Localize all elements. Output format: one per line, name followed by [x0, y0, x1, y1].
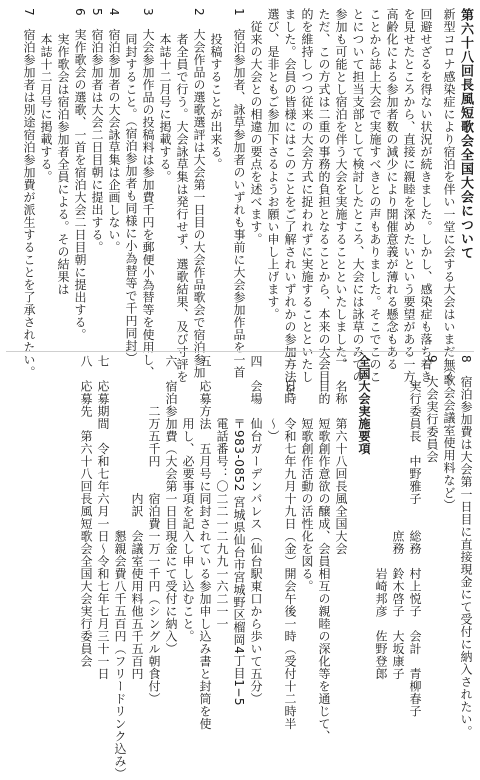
guideline-line: 8 宿泊参加費は大会第一日目に直接現金にて受付に納入されたい。: [459, 355, 473, 739]
body-line: を見せたところから、直接に親睦を深めたいという要望がある一方、: [402, 8, 416, 396]
guideline-line: 電話番号：〇二二一二九九一六二一一: [215, 355, 229, 630]
guideline-line: 用し、必要事項を記入し申し込むこと。: [181, 355, 195, 643]
list-item: 5 宿泊参加者は大会二日目朝に提出する。: [90, 8, 104, 254]
guidelines-section: [6, 355, 474, 780]
list-item: 本誌十二月号に掲載する。: [158, 8, 172, 183]
list-item: 者全員で行う。大会詠草集は発行せず、選歌結果、及び寸評を: [175, 8, 189, 383]
guideline-line: 岩崎邦彦 佐野登郎: [374, 355, 388, 680]
guideline-line: 一 名称 第六十八回長風全国大会: [334, 355, 348, 555]
guideline-line: 二万五千円 宿泊費一万一千円（シングル朝食付）: [147, 355, 161, 705]
list-item: 1 宿泊参加者、詠草参加者のいずれも事前に大会参加作品を一首: [232, 8, 246, 379]
body-line: 回避せざるを得ない状況が続きました。しかし、感染症も落ち着き: [419, 8, 433, 383]
list-item: 3 大会参加作品の投稿料は参加費千円を郵便小為替等を使用し、: [141, 8, 155, 379]
body-line: 新型コロナ感染症により宿泊を伴い一堂に会する大会はいまだ無く: [442, 8, 456, 383]
announcement-title: 第六十八回長風短歌会全国大会について: [458, 8, 473, 260]
list-item: 実作歌会は宿泊参加者全員による。その結果は: [56, 8, 70, 296]
body-line: とについて担当支部として検討したところ、大会には詠草のみでの: [351, 8, 365, 383]
guideline-line: 五 応募方法 五月号に同封されている参加申し込み書と封筒を使: [198, 355, 212, 730]
guideline-line: 9 大会実行委員会: [425, 355, 439, 464]
body-line: 選び、是非ともご参加下さるようお願い申し上げます。: [266, 8, 280, 321]
announcement-section: [6, 8, 474, 396]
guideline-line: 短歌創作活動の活性化を図る。: [300, 355, 314, 593]
guideline-line: 八 応募先 第六十八回長風短歌会全国大会実行委員会: [79, 355, 93, 668]
guidelines-text: [77, 355, 474, 780]
guideline-line: （歌会会議室使用料など）: [442, 355, 456, 512]
body-line: ことから誌上大会で実施すべきとの声もありました。そこでこのこ: [368, 8, 382, 383]
guidelines-heading: 全国大会実施要項: [357, 355, 371, 455]
guideline-line: 庶務 鈴木啓子 大坂康子: [391, 355, 405, 680]
list-item: 投稿することが出来る。: [209, 8, 223, 171]
body-line: 従来の大会との相違の要点を述べます。: [249, 8, 263, 246]
announcement-text: [20, 8, 474, 396]
body-line: ました。会員の皆様にはこのことをご了解されいずれかの参加方法を: [283, 8, 297, 396]
guideline-line: 〒983-0852 宮城県仙台市宮城野区榴岡4丁目1−5: [232, 355, 246, 707]
body-line: 参加も可能とし宿泊を伴う大会を実施することといたしました。: [334, 8, 348, 371]
body-line: ただ、この方式は二重の事務的負担となることから、本来の大会目: [317, 8, 331, 383]
list-item: 6 実作歌会の選歌、一首を宿泊大会二日目朝に提出する。: [73, 8, 87, 342]
guideline-line: 懇親会費八千五百円（フリードリンク込み）: [113, 355, 127, 780]
section-divider: [6, 351, 474, 352]
body-line: 高齢化による参加者数の減少により開催意義が薄れる懸念もある: [385, 8, 399, 371]
guideline-line: 四 会場 仙台ガーデンパレス（仙台駅東口から歩いて五分）: [249, 355, 263, 705]
body-line: 的を維持しつつ従来の大会方式に捉われずに実施することといたし: [300, 8, 314, 383]
guideline-line: 実行委員長 中野雅子 総務 村上悦子 会計 青柳春子: [408, 355, 422, 718]
list-item: 本誌十二月号に掲載する。: [39, 8, 53, 183]
list-item: 4 宿泊参加者の大会詠草集は企画しない。: [107, 8, 121, 254]
guideline-line: 二 目的 短歌創作意欲の醸成、会員相互の親睦の深化等を通じて、: [317, 355, 331, 743]
list-item: 同封すること。（宿泊参加者も同様に小為替等で千円同封）: [124, 8, 138, 365]
list-item: 7 宿泊参加者は別途宿泊参加費が派生することを了承されたい。: [22, 8, 36, 379]
guideline-line: 七 応募期間 令和七年六月一日〜令和七年七月三十一日: [96, 355, 110, 680]
guideline-line: 〜）: [266, 355, 280, 443]
list-item: 2 大会作品の選歌選評は大会第一日目の大会作品歌会で宿泊参加: [192, 8, 206, 379]
guideline-line: 内訳 会議室使用料他五千五百円: [130, 355, 144, 680]
guideline-line: 六 宿泊参加費（大会第一日目現金にて受付に納入）: [164, 355, 178, 655]
guideline-line: 三 日時 令和七年九月十九日（金）開会午後一時（受付十二時半: [283, 355, 297, 730]
